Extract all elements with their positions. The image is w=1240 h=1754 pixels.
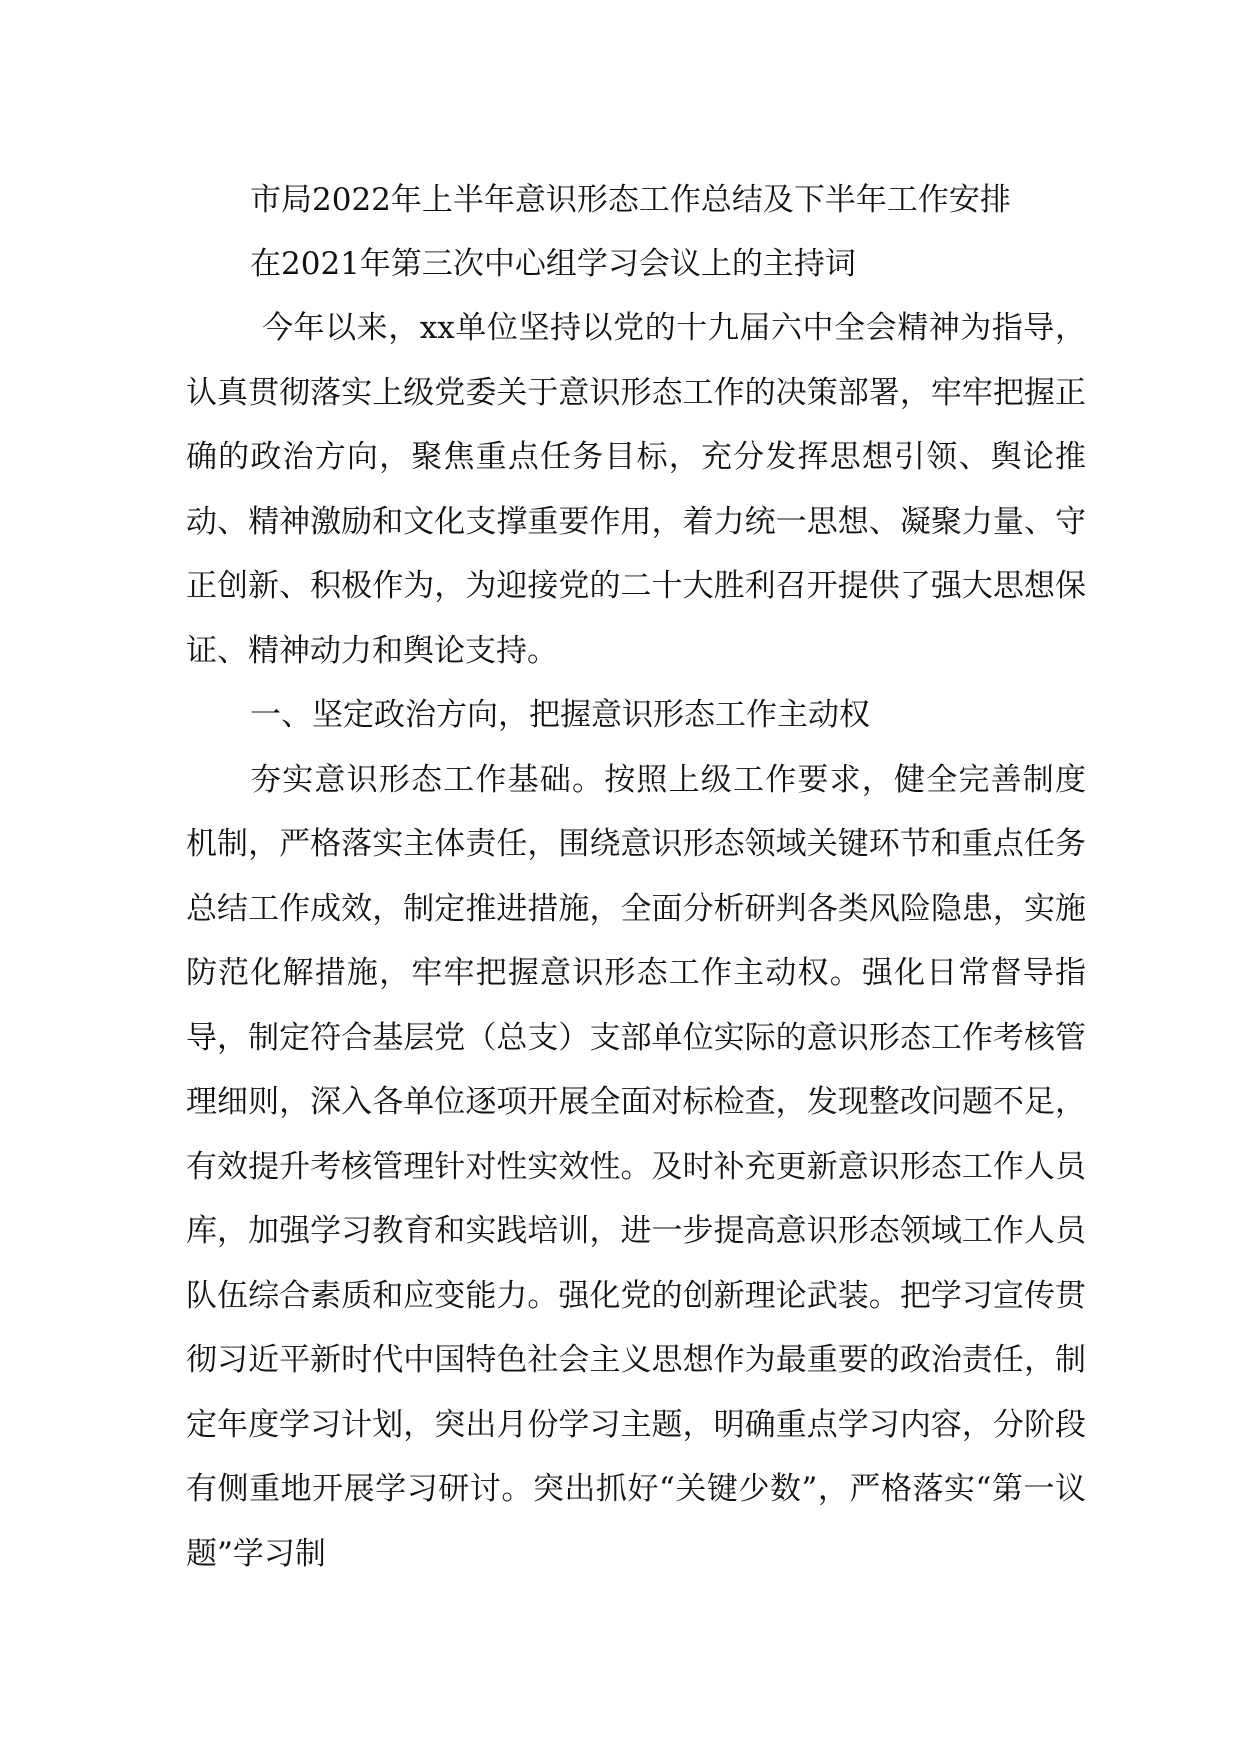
document-title: 市局2022年上半年意识形态工作总结及下半年工作安排: [250, 182, 1011, 218]
document-subtitle: 在2021年第三次中心组学习会议上的主持词: [250, 246, 856, 282]
section-paragraph: 夯实意识形态工作基础。按照上级工作要求，健全完善制度机制，严格落实主体责任，围绕意识形态领域关键环节和重点任务总结工作成效，制定推进措施，全面分析研判各类风险隐患，实施防范化解措施，牢牢把握意识形态工作主动权。强化日常督导指导，制定符合基层党（总支）支部单位实际的意识形态工作考核管理细则，深入各单位逐项开展全面对标检查，发现整改问题不足，有效提升考核管理针对性实效性。及时补充更新意识形态工作人员库，加强学习教育和实践培训，进一步提高意识形态领域工作人员队伍综合素质和应变能力。强化党的创新理论武装。把学习宣传贯彻习近平新时代中国特色社会主义思想作为最重要的政治责任，制定年度学习计划，突出月份学习主题，明确重点学习内容，分阶段有侧重地开展学习研讨。突出抓好“关键少数”，严格落实“第一议题”学习制: [186, 761, 1086, 1572]
document-body: [186, 168, 1086, 1586]
section-heading: 一、坚定政治方向，把握意识形态工作主动权: [250, 697, 870, 733]
intro-paragraph: 今年以来，xx单位坚持以党的十九届六中全会精神为指导，认真贯彻落实上级党委关于意识形态工作的决策部署，牢牢把握正确的政治方向，聚焦重点任务目标，充分发挥思想引领、舆论推动、精神激励和文化支撑重要作用，着力统一思想、凝聚力量、守正创新、积极作为，为迎接党的二十大胜利召开提供了强大思想保证、精神动力和舆论支持。: [186, 310, 1086, 669]
